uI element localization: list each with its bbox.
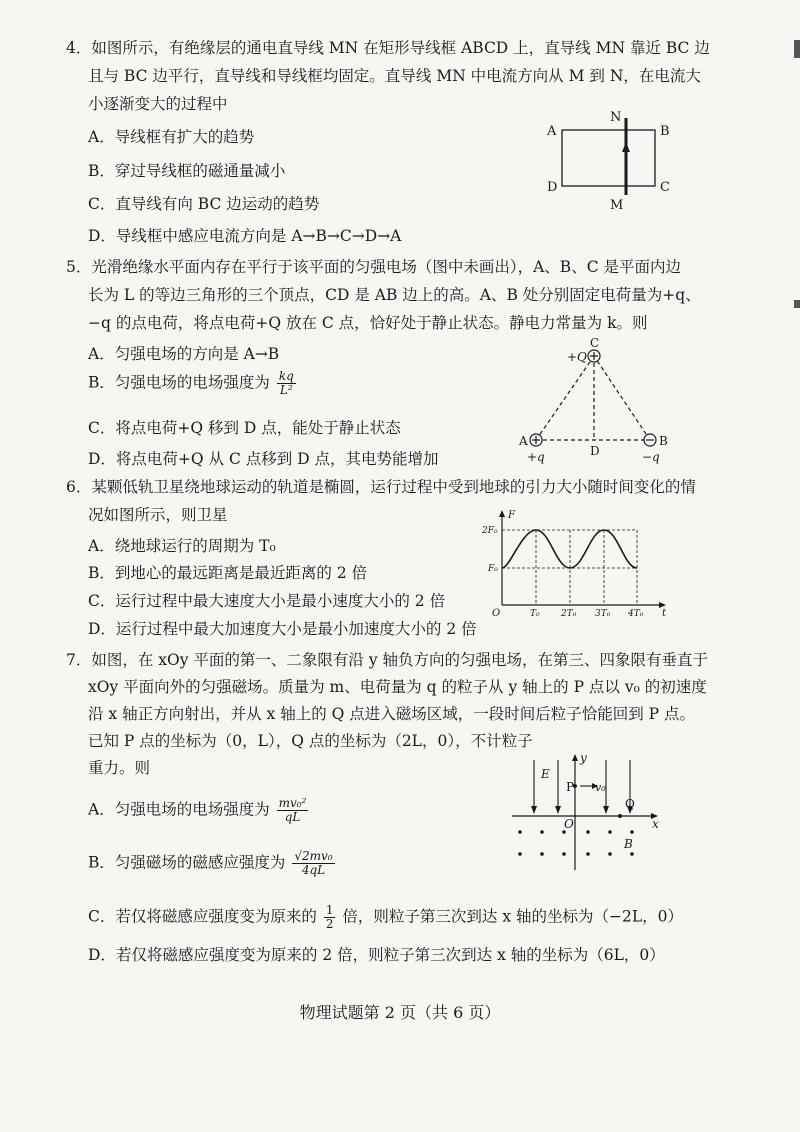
q7-line-4: 已知 P 点的坐标为（0，L），Q 点的坐标为（2L，0），不计粒子 [88,732,533,750]
q5-option-a: A．匀强电场的方向是 A→B [88,345,280,363]
q7-option-c-denominator: 2 [325,917,334,931]
q7-label-v0: v₀ [595,781,606,794]
q7-line-3: 沿 x 轴正方向射出，并从 x 轴上的 Q 点进入磁场区域，一段时间后粒子恰能回到 P 点。 [88,705,696,723]
q6-origin-label: O [492,608,501,619]
q4-option-b: B．穿过导线框的磁通量减小 [88,162,286,180]
q7-option-c-numerator: 1 [325,903,334,917]
q5-label-b: B [659,434,668,448]
q6-y-tick-2f0: 2F₀ [482,526,498,536]
q5-label-minus-q: −q [642,450,660,464]
q5-line-2: 长为 L 的等边三角形的三个顶点，CD 是 AB 边上的高。A、B 处分别固定电荷量为+q、 [88,286,701,304]
q7-option-b-fraction [292,850,334,877]
q7-option-b [88,850,337,877]
q6-x-tick-2t0: 2T₀ [561,609,577,619]
q6-x-tick-4t0: 4T₀ [628,609,644,619]
q5-figure [510,338,680,468]
q7-line-2: xOy 平面向外的匀强磁场。质量为 m、电荷量为 q 的粒子从 y 轴上的 P 点以 v₀ 的初速度 [88,678,707,696]
q4-line-3: 小逐渐变大的过程中 [88,95,228,113]
q7-option-a-fraction [277,797,309,824]
q6-force-curve [502,530,637,568]
q7-option-c-fraction [324,904,336,931]
q4-label-b: B [660,124,670,139]
q5-option-d: D．将点电荷+Q 从 C 点移到 D 点，其电势能增加 [88,450,439,468]
q7-option-a [88,797,310,824]
q6-y-label: F [508,510,515,521]
q4-label-d: D [547,180,558,195]
q5-option-b-denominator: L² [279,383,293,397]
q7-label-q: Q [625,797,635,811]
q7-label-o: O [564,817,574,831]
q6-x-label: t [662,608,667,619]
q5-option-c: C．将点电荷+Q 移到 D 点，能处于静止状态 [88,419,401,437]
q7-label-y: y [580,751,587,765]
q5-option-b-numerator: kq [278,369,294,383]
scan-edge-mark [794,300,800,308]
q7-point-q [618,814,622,818]
q5-line-1: 5．光滑绝缘水平面内存在平行于该平面的匀强电场（图中未画出），A、B、C 是平面内边 [66,258,681,276]
q7-option-c-text: C．若仅将磁感应强度变为原来的 [88,907,317,926]
q5-label-c: C [590,336,600,350]
q6-option-a: A．绕地球运行的周期为 T₀ [88,537,276,555]
q4-label-a: A [547,124,557,139]
q4-label-c: C [660,180,670,195]
q4-line-2: 且与 BC 边平行，直导线和导线框均固定。直导线 MN 中电流方向从 M 到 N，在电流大 [88,67,701,85]
q6-x-tick-t0: T₀ [530,609,540,619]
q4-label-m: M [610,198,624,213]
q6-option-c: C．运行过程中最大速度大小是最小速度大小的 2 倍 [88,592,446,610]
q4-line-1: 4．如图所示，有绝缘层的通电直导线 MN 在矩形导线框 ABCD 上，直导线 MN 靠近 BC 边 [66,39,710,57]
q7-figure [508,752,668,872]
q5-option-b [88,370,298,397]
q5-label-plus-q: +q [527,450,545,464]
q5-label-plus-big-q: +Q [567,350,587,364]
q6-option-b: B．到地心的最远距离是最近距离的 2 倍 [88,564,368,582]
q4-frame-abcd [562,130,655,186]
q6-y-tick-f0: F₀ [488,564,498,574]
q7-option-a-text: A．匀强电场的电场强度为 [88,800,270,819]
q4-label-n: N [610,110,622,125]
q7-option-c [88,904,683,931]
q7-option-c-suffix: 倍，则粒子第三次到达 x 轴的坐标为（−2L，0） [342,907,683,926]
q7-option-b-denominator: 4qL [301,863,326,877]
q4-current-arrow [622,142,630,152]
q7-label-b: B [624,837,633,851]
q4-figure [540,108,680,213]
q7-label-e: E [541,767,550,781]
scan-edge-mark [794,40,800,58]
q7-option-a-denominator: qL [284,810,301,824]
q7-label-x: x [652,817,659,831]
q7-option-d: D．若仅将磁感应强度变为原来的 2 倍，则粒子第三次到达 x 轴的坐标为（6L，0） [88,946,665,964]
q7-option-b-text: B．匀强磁场的磁感应强度为 [88,853,286,872]
q5-side-ac [536,356,594,440]
q7-line-5: 重力。则 [88,759,151,777]
q5-side-bc [594,356,650,440]
q7-magnetic-field-dots [518,830,634,856]
q5-line-3: −q 的点电荷，将点电荷+Q 放在 C 点，恰好处于静止状态。静电力常量为 k。则 [88,314,648,332]
q7-option-a-numerator: mv₀² [278,796,307,810]
q6-force-graph [482,508,672,618]
q6-line-1: 6．某颗低轨卫星绕地球运动的轨道是椭圆，运行过程中受到地球的引力大小随时间变化的情 [66,478,696,496]
q6-line-2: 况如图所示，则卫星 [88,506,228,524]
q6-x-tick-3t0: 3T₀ [595,609,611,619]
page-footer: 物理试题第 2 页（共 6 页） [299,1003,501,1022]
q4-option-a: A．导线框有扩大的趋势 [88,128,255,146]
q4-option-d: D．导线框中感应电流方向是 A→B→C→D→A [88,227,402,245]
q5-option-b-text: B．匀强电场的电场强度为 [88,373,270,392]
q5-option-b-fraction [277,370,296,397]
q5-label-d: D [590,444,600,458]
q7-option-b-numerator: √2mv₀ [294,849,333,863]
q7-label-p: P [566,780,575,794]
q6-option-d: D．运行过程中最大加速度大小是最小加速度大小的 2 倍 [88,620,477,638]
q7-line-1: 7．如图，在 xOy 平面的第一、二象限有沿 y 轴负方向的匀强电场，在第三、四象限有垂直于 [66,651,709,669]
q4-option-c: C．直导线有向 BC 边运动的趋势 [88,195,320,213]
q5-label-a: A [519,434,528,448]
